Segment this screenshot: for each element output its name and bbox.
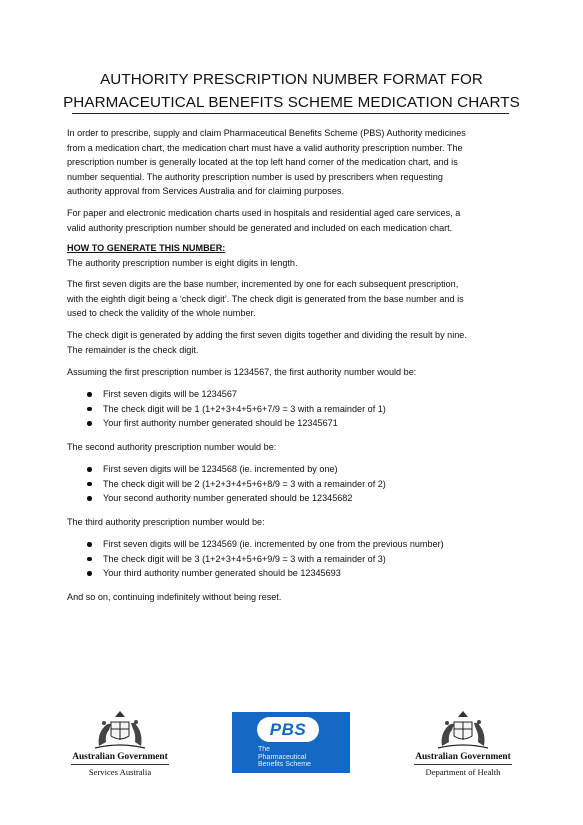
document-title-line-2: PHARMACEUTICAL BENEFITS SCHEME MEDICATION CHARTS xyxy=(63,94,520,111)
pbs-subtitle-line: Benefits Scheme xyxy=(258,761,311,769)
third-intro xyxy=(67,515,519,530)
bullet-icon xyxy=(87,482,92,487)
logo-divider xyxy=(71,764,169,765)
bullet-icon xyxy=(87,421,92,426)
eight-digits-line: The authority prescription number is eight digits in length. xyxy=(67,257,298,268)
pbs-logo xyxy=(232,712,350,773)
paragraph-line: valid authority prescription number should be generated and included on each medication chart. xyxy=(67,222,453,233)
list-item xyxy=(86,387,526,402)
list-item xyxy=(86,477,526,492)
government-name: Australian Government xyxy=(415,752,511,762)
list-item-text: Your third authority number generated should be 12345693 xyxy=(103,568,341,579)
paragraph-line: with the eighth digit being a ‘check digit’. The check digit is generated from the base number and is xyxy=(67,293,464,304)
list-item-text: First seven digits will be 1234569 (ie. incremented by one from the previous number) xyxy=(103,539,444,549)
list-item-text: The check digit will be 2 (1+2+3+4+5+6+8/9 = 3 with a remainder of 2) xyxy=(103,478,386,489)
paragraph-line: The check digit is generated by adding the first seven digits together and dividing the result by nine. xyxy=(67,330,467,340)
list-item xyxy=(86,552,526,567)
closing-line xyxy=(67,590,519,605)
list-item-text: The check digit will be 3 (1+2+3+4+5+6+9/9 = 3 with a remainder of 3) xyxy=(103,553,386,564)
list-item xyxy=(86,402,526,417)
pbs-badge: PBS xyxy=(257,717,319,742)
list-item-text: The check digit will be 1 (1+2+3+4+5+6+7/9 = 3 with a remainder of 1) xyxy=(103,403,386,414)
how-to-section xyxy=(67,241,519,270)
document-title-line-1: AUTHORITY PRESCRIPTION NUMBER FORMAT FOR xyxy=(100,71,483,88)
title-underline xyxy=(72,113,509,114)
government-name: Australian Government xyxy=(72,752,168,762)
base-number-paragraph xyxy=(67,277,519,321)
intro-paragraph xyxy=(67,126,519,199)
paragraph-line: from a medication chart, the medication chart must have a valid authority prescription number. The xyxy=(67,142,463,153)
paragraph-line: The second authority prescription number would be: xyxy=(67,442,277,452)
paragraph-line: The first seven digits are the base number, incremented by one for each subsequent prescription, xyxy=(67,279,459,289)
list-item-text: First seven digits will be 1234567 xyxy=(103,389,237,399)
coat-of-arms-icon xyxy=(434,706,492,750)
services-australia-logo xyxy=(67,706,173,786)
check-digit-paragraph xyxy=(67,328,519,357)
list-item xyxy=(86,416,526,431)
bullet-icon xyxy=(87,542,92,547)
department-name: Department of Health xyxy=(425,767,501,777)
second-intro xyxy=(67,440,519,455)
department-name: Services Australia xyxy=(88,767,152,777)
list-item-text: Your second authority number generated should be 12345682 xyxy=(103,493,353,504)
example-2-list xyxy=(86,462,526,506)
bullet-icon xyxy=(87,571,92,576)
paragraph-line: And so on, continuing indefinitely without being reset. xyxy=(67,592,282,602)
paragraph-line: Assuming the first prescription number is 1234567, the first authority number would be: xyxy=(67,367,417,377)
paragraph-line: In order to prescribe, supply and claim Pharmaceutical Benefits Scheme (PBS) Authority medicines xyxy=(67,128,466,138)
list-item xyxy=(86,537,526,552)
list-item-text: First seven digits will be 1234568 (ie. incremented by one) xyxy=(103,464,338,474)
list-item-text: Your first authority number generated should be 12345671 xyxy=(103,418,338,429)
paragraph-line: The remainder is the check digit. xyxy=(67,344,199,355)
paragraph-line: number sequential. The authority prescription number is used by prescribers when requesting xyxy=(67,171,443,182)
bullet-icon xyxy=(87,557,92,562)
paragraph-line: prescription number is generally located at the top left hand corner of the medication chart, and is xyxy=(67,157,458,168)
department-of-health-logo xyxy=(410,706,516,786)
bullet-icon xyxy=(87,467,92,472)
paragraph-line: authority approval from Services Australia and for claiming purposes. xyxy=(67,186,344,197)
pbs-subtitle-line: Pharmaceutical xyxy=(258,753,307,761)
example-3-list xyxy=(86,537,526,581)
list-item xyxy=(86,462,526,477)
logo-divider xyxy=(414,764,512,765)
pbs-subtitle xyxy=(258,746,311,769)
list-item xyxy=(86,566,526,581)
example-1-list xyxy=(86,387,526,431)
pbs-subtitle-line: The xyxy=(258,746,271,753)
charts-paragraph xyxy=(67,206,519,235)
paragraph-line: used to check the validity of the whole number. xyxy=(67,308,256,319)
bullet-icon xyxy=(87,392,92,397)
bullet-icon xyxy=(87,407,92,412)
paragraph-line: The third authority prescription number would be: xyxy=(67,517,265,527)
paragraph-line: For paper and electronic medication charts used in hospitals and residential aged care services, a xyxy=(67,208,461,218)
bullet-icon xyxy=(87,496,92,501)
how-to-heading: HOW TO GENERATE THIS NUMBER: xyxy=(67,243,226,253)
list-item xyxy=(86,491,526,506)
example-intro xyxy=(67,365,519,380)
coat-of-arms-icon xyxy=(91,706,149,750)
